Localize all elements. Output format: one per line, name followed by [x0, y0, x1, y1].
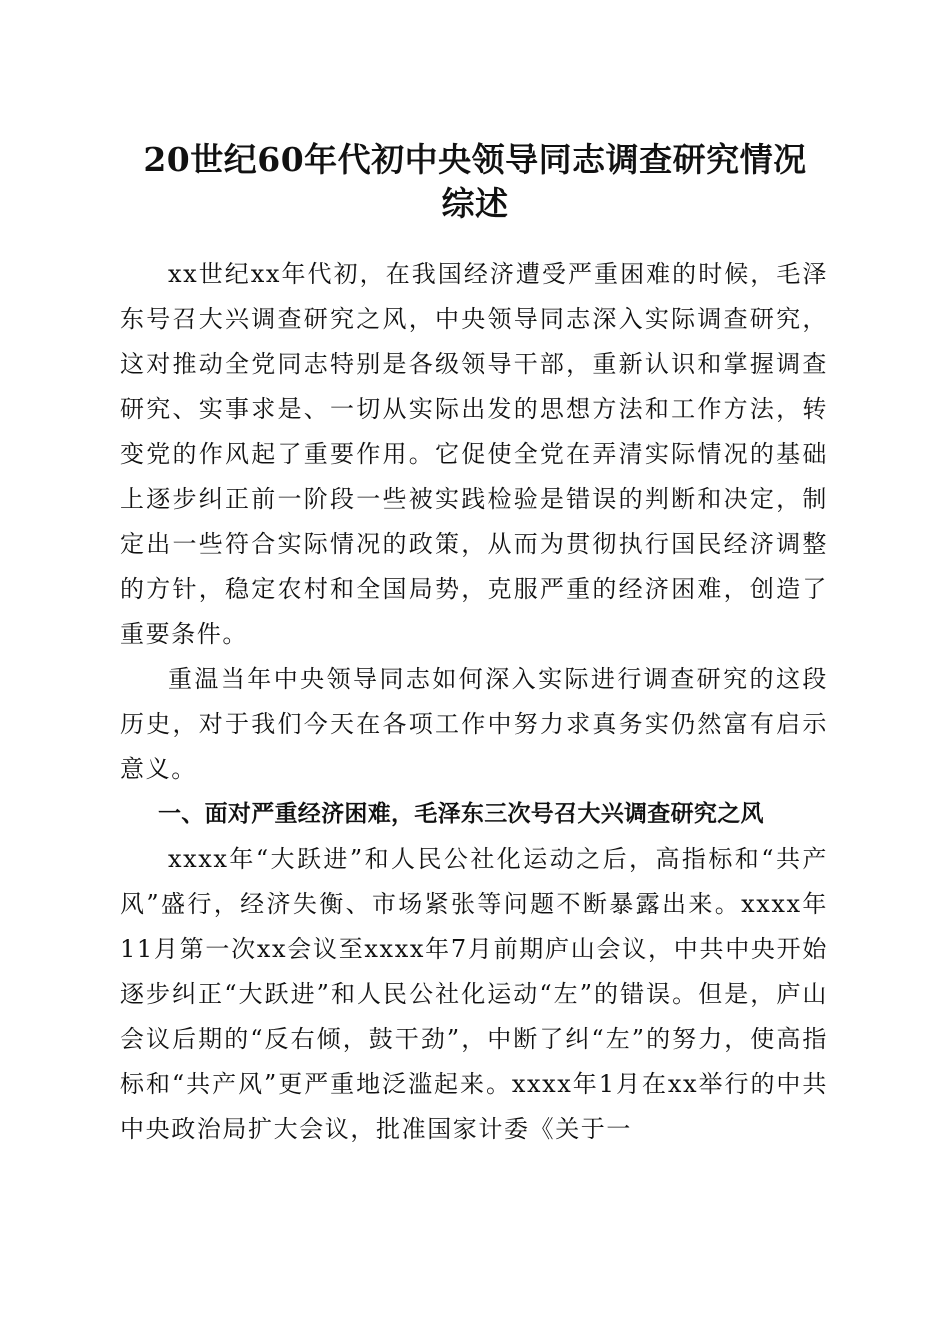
page-title-line-1: 20世纪60年代初中央领导同志调查研究情况 [143, 140, 807, 179]
page-title-line-2: 综述 [441, 184, 509, 223]
page-title [100, 138, 850, 226]
section-heading: 一、面对严重经济困难，毛泽东三次号召大兴调查研究之风 [158, 801, 764, 827]
section-paragraph: xxxx年“大跃进”和人民公社化运动之后，高指标和“共产风”盛行，经济失衡、市场紧张等问题不断暴露出来。xxxx年11月第一次xx会议至xxxx年7月前期庐山会议，中共中央开始逐步纠正“大跃进”和人民公社化运动“左”的错误。但是，庐山会议后期的“反右倾，鼓干劲”，中断了纠“左”的努力，使高指标和“共产风”更严重地泛滥起来。xxxx年1月在xx举行的中共中央政治局扩大会议，批准国家计委《关于一 [120, 845, 828, 1143]
intro-paragraph: xx世纪xx年代初，在我国经济遭受严重困难的时候，毛泽东号召大兴调查研究之风，中央领导同志深入实际调查研究，这对推动全党同志特别是各级领导干部，重新认识和掌握调查研究、实事求是、一切从实际出发的思想方法和工作方法，转变党的作风起了重要作用。它促使全党在弄清实际情况的基础上逐步纠正前一阶段一些被实践检验是错误的判断和决定，制定出一些符合实际情况的政策，从而为贯彻执行国民经济调整的方针，稳定农村和全国局势，克服严重的经济困难，创造了重要条件。 [120, 260, 828, 648]
document-body [120, 252, 828, 1152]
significance-paragraph: 重温当年中央领导同志如何深入实际进行调查研究的这段历史，对于我们今天在各项工作中努力求真务实仍然富有启示意义。 [120, 665, 828, 783]
